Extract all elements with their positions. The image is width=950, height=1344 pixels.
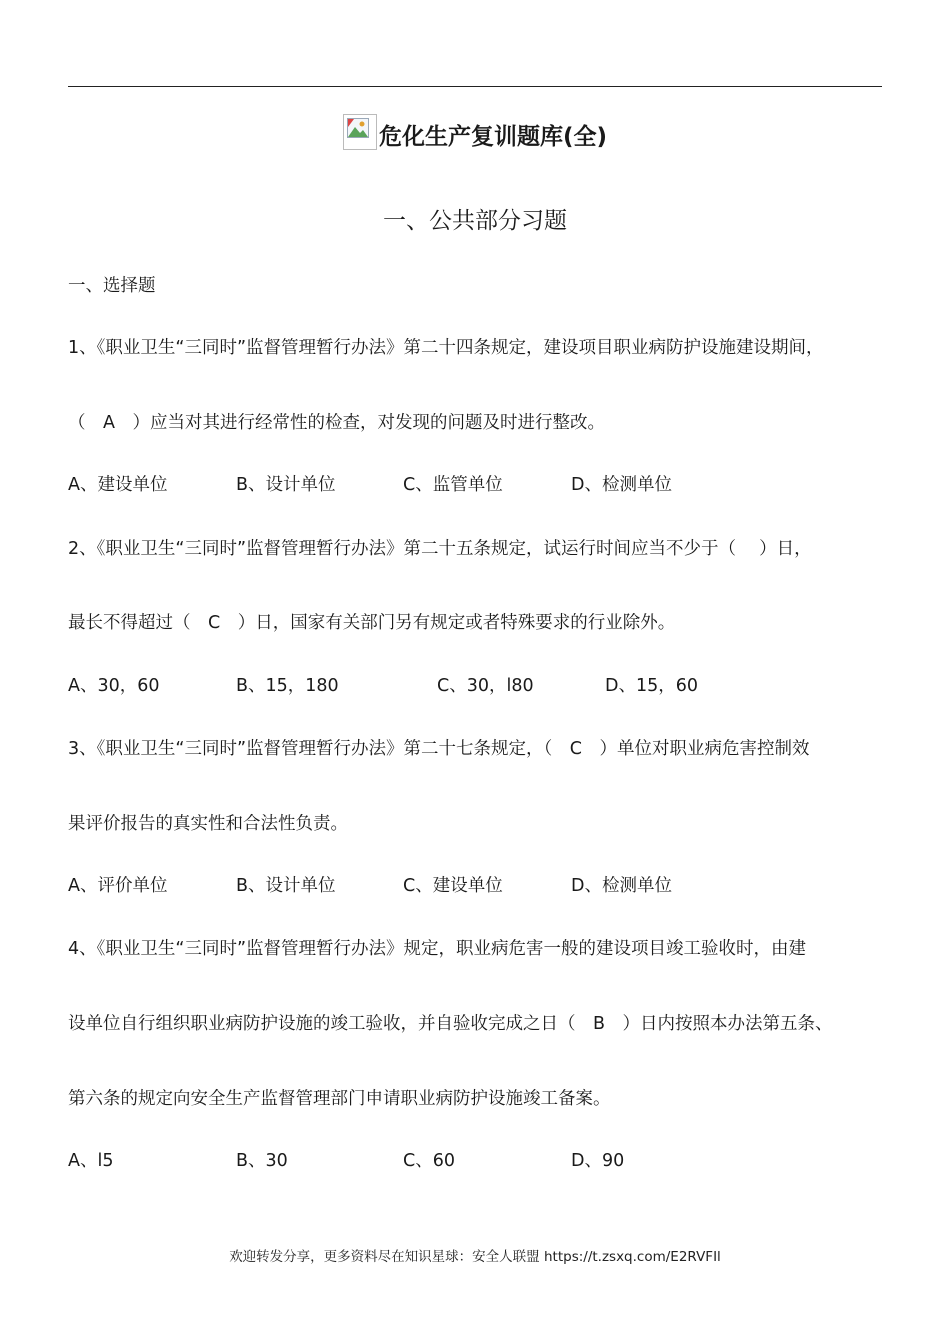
section-heading: 一、公共部分习题 [383, 208, 567, 234]
option-b: B、设计单位 [236, 475, 336, 495]
broken-image-icon [343, 114, 377, 150]
option-d: D、90 [571, 1151, 625, 1171]
option-a: A、l5 [68, 1151, 114, 1171]
page-title: 危化生产复训题库(全) [378, 124, 608, 150]
footer-note: 欢迎转发分享，更多资料尽在知识星球：安全人联盟 https://t.zsxq.com/E2RVFIl [229, 1249, 721, 1265]
option-a: A、建设单位 [68, 475, 168, 495]
option-c: C、监管单位 [403, 475, 503, 495]
question-3-line-2: 果评价报告的真实性和合法性负责。 [68, 814, 348, 834]
option-b: B、15，180 [236, 676, 339, 696]
option-a: A、评价单位 [68, 876, 168, 896]
option-d: D、检测单位 [571, 475, 672, 495]
question-3-line-1: 3、《职业卫生“三同时”监督管理暂行办法》第二十七条规定，（ C ）单位对职业病危害控制效 [68, 739, 810, 759]
question-4-line-2: 设单位自行组织职业病防护设施的竣工验收，并自验收完成之日（ B ）日内按照本办法第五条、 [68, 1014, 833, 1034]
option-c: C、建设单位 [403, 876, 503, 896]
question-4-line-1: 4、《职业卫生“三同时”监督管理暂行办法》规定，职业病危害一般的建设项目竣工验收时，由建 [68, 939, 807, 959]
question-2-line-2: 最长不得超过（ C ）日，国家有关部门另有规定或者特殊要求的行业除外。 [68, 613, 676, 633]
option-c: C、60 [403, 1151, 455, 1171]
header-rule [68, 86, 882, 87]
question-4-line-3: 第六条的规定向安全生产监督管理部门申请职业病防护设施竣工备案。 [68, 1089, 611, 1109]
title-row [0, 114, 950, 151]
question-type-label: 一、选择题 [68, 276, 156, 296]
option-b: B、设计单位 [236, 876, 336, 896]
question-1-line-2: （ A ）应当对其进行经常性的检查，对发现的问题及时进行整改。 [68, 413, 605, 433]
option-b: B、30 [236, 1151, 288, 1171]
question-1-line-1: 1、《职业卫生“三同时”监督管理暂行办法》第二十四条规定，建设项目职业病防护设施建设期间， [68, 338, 824, 358]
option-a: A、30，60 [68, 676, 160, 696]
question-2-line-1: 2、《职业卫生“三同时”监督管理暂行办法》第二十五条规定，试运行时间应当不少于（ ）日， [68, 539, 812, 559]
option-c: C、30，l80 [437, 676, 534, 696]
option-d: D、检测单位 [571, 876, 672, 896]
option-d: D、15，60 [605, 676, 699, 696]
